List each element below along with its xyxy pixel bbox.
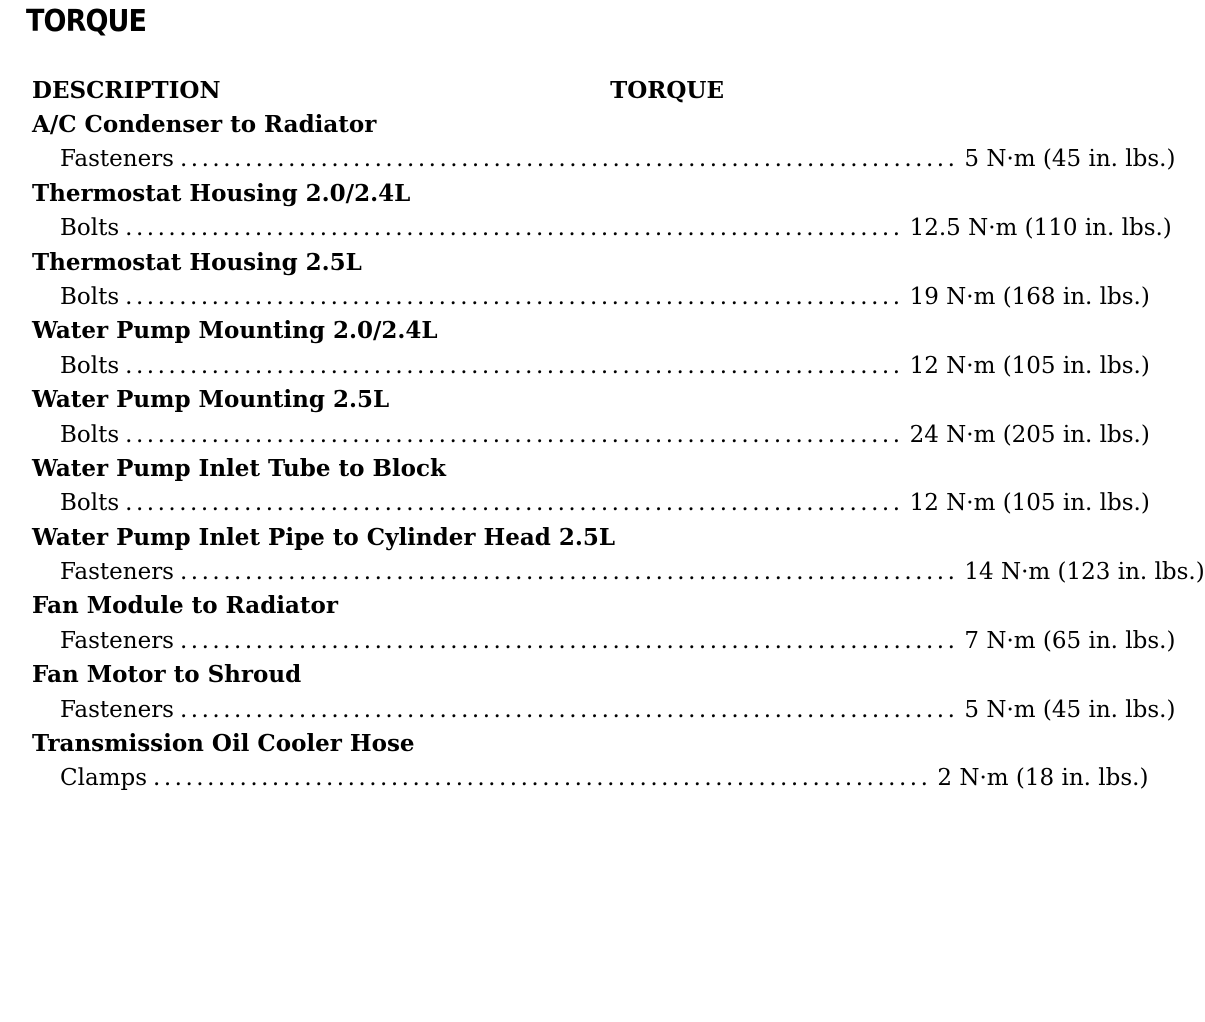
spec-row xyxy=(32,624,1176,658)
table-entry xyxy=(32,383,1150,452)
entry-heading: Water Pump Inlet Tube to Block xyxy=(32,454,446,482)
torque-value: 19 N·m (168 in. lbs.) xyxy=(909,283,1150,310)
table-entry xyxy=(32,246,1150,315)
dot-leader: ........................................................................ xyxy=(180,696,959,723)
entry-heading: Water Pump Inlet Pipe to Cylinder Head 2.5L xyxy=(32,523,616,551)
dot-leader: ........................................................................ xyxy=(180,627,959,654)
torque-column-header: TORQUE xyxy=(610,77,724,104)
table-entry xyxy=(32,727,1149,796)
entry-heading: Water Pump Mounting 2.0/2.4L xyxy=(32,317,438,345)
torque-value: 12 N·m (105 in. lbs.) xyxy=(909,352,1150,379)
torque-value: 2 N·m (18 in. lbs.) xyxy=(937,765,1149,792)
spec-row xyxy=(32,761,1149,795)
spec-label: Bolts xyxy=(60,283,120,310)
spec-label: Bolts xyxy=(60,352,120,379)
spec-label: Fasteners xyxy=(60,559,174,586)
torque-value: 12 N·m (105 in. lbs.) xyxy=(909,490,1150,517)
entry-heading: Transmission Oil Cooler Hose xyxy=(32,730,415,758)
dot-leader: ........................................................................ xyxy=(153,765,932,792)
torque-value: 14 N·m (123 in. lbs.) xyxy=(964,559,1205,586)
dot-leader: ........................................................................ xyxy=(125,490,904,517)
table-entry xyxy=(32,177,1172,246)
dot-leader: ........................................................................ xyxy=(180,146,959,173)
torque-value: 5 N·m (45 in. lbs.) xyxy=(964,146,1176,173)
description-column-header: DESCRIPTION xyxy=(32,77,221,104)
spec-label: Fasteners xyxy=(60,696,174,723)
table-entry xyxy=(32,658,1176,727)
entry-heading: Thermostat Housing 2.5L xyxy=(32,248,362,276)
torque-table xyxy=(32,74,1205,796)
dot-leader: ........................................................................ xyxy=(180,559,959,586)
entry-heading: Thermostat Housing 2.0/2.4L xyxy=(32,179,411,207)
page-title: TORQUE xyxy=(26,4,147,39)
table-header xyxy=(32,74,724,108)
spec-row xyxy=(32,555,1205,589)
spec-row xyxy=(32,211,1172,245)
spec-row xyxy=(32,486,1150,520)
spec-row xyxy=(32,418,1150,452)
spec-label: Bolts xyxy=(60,215,120,242)
entry-heading: A/C Condenser to Radiator xyxy=(32,111,377,138)
spec-row xyxy=(32,142,1176,176)
spec-row xyxy=(32,693,1176,727)
entry-heading: Water Pump Mounting 2.5L xyxy=(32,386,390,414)
spec-label: Bolts xyxy=(60,421,120,448)
dot-leader: ........................................................................ xyxy=(125,283,904,310)
dot-leader: ........................................................................ xyxy=(125,215,904,242)
table-entry xyxy=(32,452,1150,521)
spec-row xyxy=(32,280,1150,314)
table-entry xyxy=(32,521,1205,590)
table-entry xyxy=(32,589,1176,658)
spec-label: Fasteners xyxy=(60,146,174,173)
torque-value: 7 N·m (65 in. lbs.) xyxy=(964,627,1176,654)
spec-label: Fasteners xyxy=(60,627,174,654)
entry-heading: Fan Motor to Shroud xyxy=(32,661,302,689)
entry-heading: Fan Module to Radiator xyxy=(32,592,339,620)
table-entry xyxy=(32,314,1150,383)
table-entry xyxy=(32,108,1176,177)
torque-value: 12.5 N·m (110 in. lbs.) xyxy=(909,215,1172,242)
dot-leader: ........................................................................ xyxy=(125,352,904,379)
spec-label: Clamps xyxy=(60,765,148,792)
dot-leader: ........................................................................ xyxy=(125,421,904,448)
torque-value: 24 N·m (205 in. lbs.) xyxy=(909,421,1150,448)
spec-label: Bolts xyxy=(60,490,120,517)
spec-row xyxy=(32,349,1150,383)
torque-value: 5 N·m (45 in. lbs.) xyxy=(964,696,1176,723)
